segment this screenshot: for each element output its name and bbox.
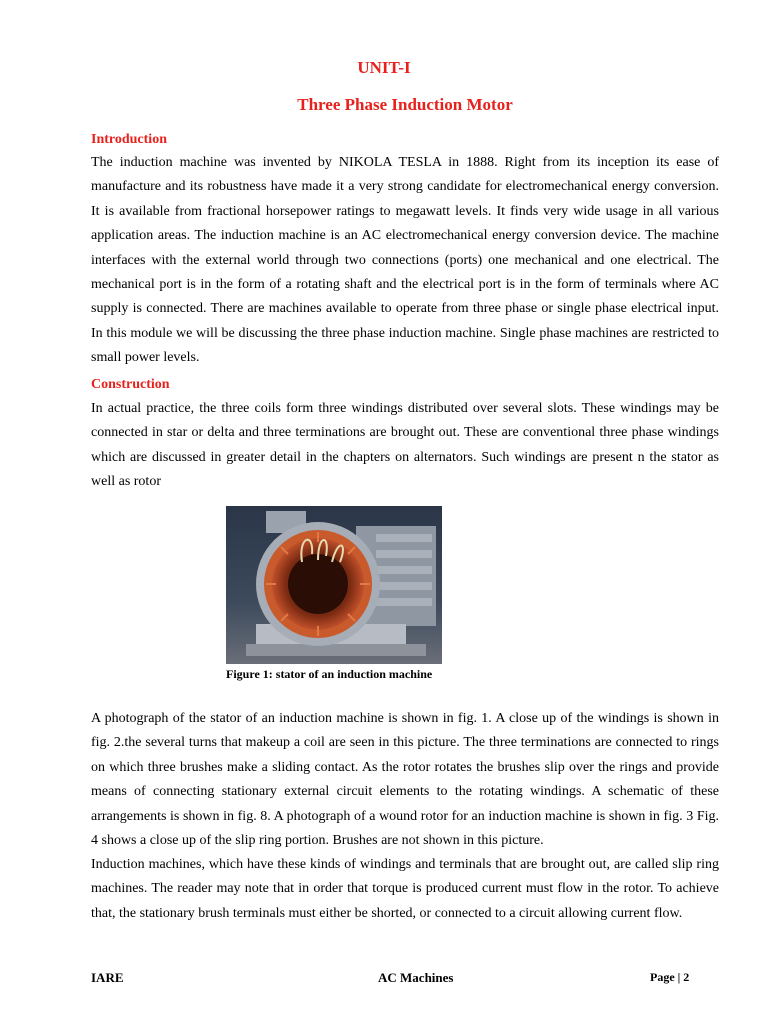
introduction-heading: Introduction: [91, 132, 167, 147]
stator-photograph: [226, 506, 442, 664]
footer-course-title: AC Machines: [378, 970, 454, 985]
construction-heading: Construction: [91, 377, 170, 392]
introduction-paragraph: The induction machine was invented by NIKOLA TESLA in 1888. Right from its inception its ease of manufacture and its robustness have made it a very strong candidate for electromechanical energy conversion. It is available from fractional horsepower ratings to megawatt levels. It finds very wide usage in all various application areas. The induction machine is an AC electromechanical energy conversion device. The machine interfaces with the external world through two connections (ports) one mechanical and one electrical. The mechanical port is in the form of a rotating shaft and the electrical port is in the form of terminals where AC supply is connected. There are machines available to operate from three phase or single phase electrical input. In this module we will be discussing the three phase induction machine. Single phase machines are restricted to small power levels.: [91, 155, 719, 366]
footer-page-number: Page | 2: [650, 970, 690, 984]
slip-ring-paragraph: Induction machines, which have these kinds of windings and terminals that are brought out, are called slip ring machines. The reader may note that in order that torque is produced current must flow in the rotor. To achieve that, the stationary brush terminals must either be shorted, or connected to a circuit allowing current flow.: [91, 857, 719, 921]
figure-caption: Figure 1: stator of an induction machine: [226, 667, 433, 681]
document-title: Three Phase Induction Motor: [297, 95, 513, 114]
stator-description-paragraph: A photograph of the stator of an induction machine is shown in fig. 1. A close up of the windings is shown in fig. 2.the several turns that makeup a coil are seen in this picture. The three terminations are connected to rings on which three brushes make a sliding contact. As the rotor rotates the brushes slip over the rings and provide means of connecting stationary external circuit elements to the rotating windings. A schematic of these arrangements is shown in fig. 8. A photograph of a wound rotor for an induction machine is shown in fig. 3 Fig. 4 shows a close up of the slip ring portion. Brushes are not shown in this picture.: [91, 711, 719, 849]
unit-title: UNIT-I: [357, 58, 411, 77]
construction-paragraph: In actual practice, the three coils form three windings distributed over several slots. These windings may be connected in star or delta and three terminations are brought out. These are conventional three phase windings which are discussed in greater detail in the chapters on alternators. Such windings are present n the stator as well as rotor: [91, 401, 719, 490]
footer-institution: IARE: [91, 970, 124, 985]
